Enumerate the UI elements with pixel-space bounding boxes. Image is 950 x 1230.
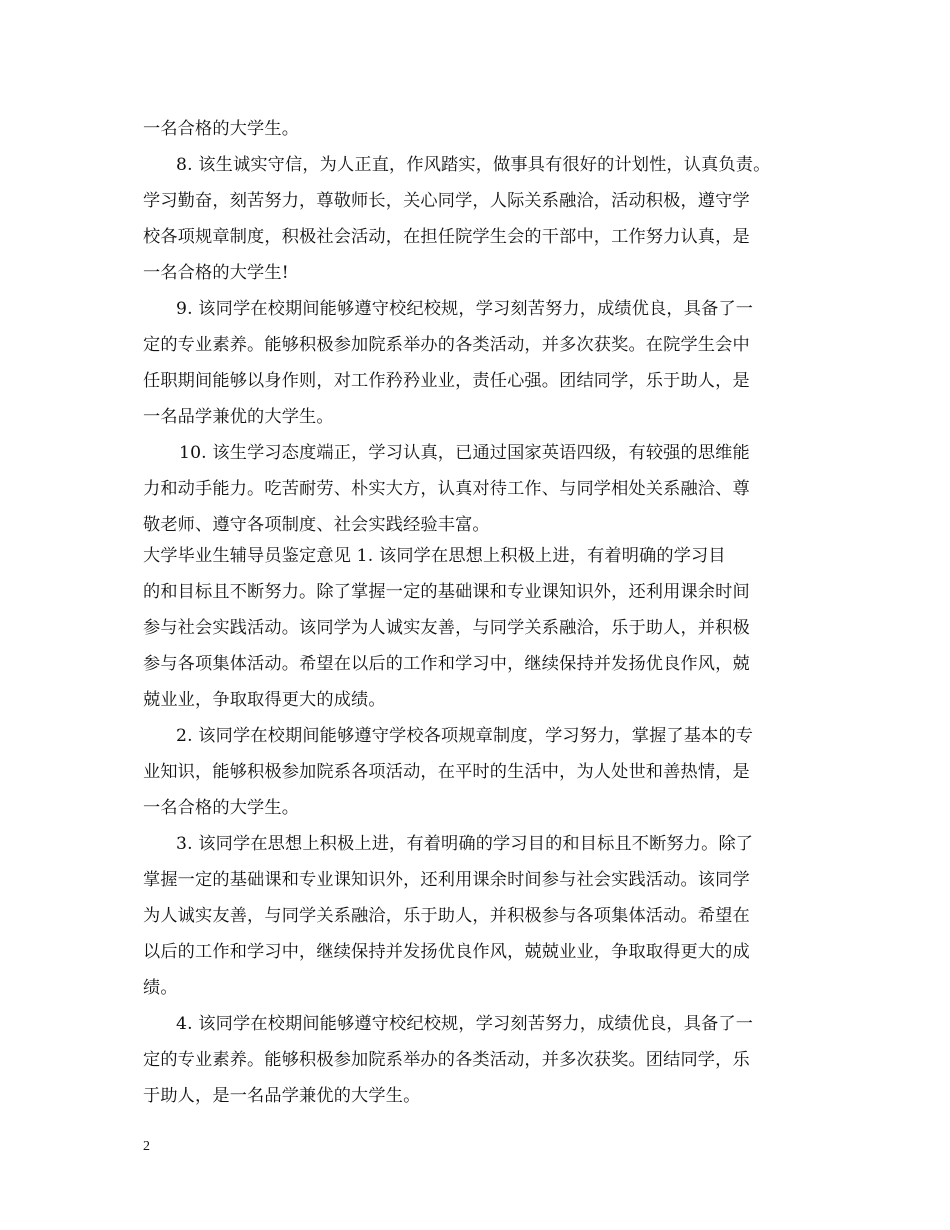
- text-line: 8. 该生诚实守信，为人正直，作风踏实，做事具有很好的计划性，认真负责。: [176, 155, 771, 175]
- text-line: 敬老师、遵守各项制度、社会实践经验丰富。: [143, 515, 490, 535]
- text-line: 3. 该同学在思想上积极上进，有着明确的学习目的和目标且不断努力。除了: [176, 834, 754, 854]
- text-line: 定的专业素养。能够积极参加院系举办的各类活动，并多次获奖。在院学生会中: [143, 335, 750, 355]
- text-line: 一名合格的大学生。: [143, 119, 300, 139]
- text-line: 校各项规章制度，积极社会活动，在担任院学生会的干部中，工作努力认真，是: [143, 227, 750, 247]
- text-line: 于助人，是一名品学兼优的大学生。: [143, 1086, 421, 1106]
- text-line: 10. 该生学习态度端正，学习认真，已通过国家英语四级，有较强的思维能: [179, 443, 750, 463]
- text-line: 参与各项集体活动。希望在以后的工作和学习中，继续保持并发扬优良作风，兢: [143, 654, 750, 674]
- text-line: 兢业业，争取取得更大的成绩。: [143, 690, 386, 710]
- text-line: 的和目标且不断努力。除了掌握一定的基础课和专业课知识外，还利用课余时间: [143, 582, 750, 602]
- text-line: 2. 该同学在校期间能够遵守学校各项规章制度，学习努力，掌握了基本的专: [176, 726, 754, 746]
- text-line: 一名品学兼优的大学生。: [143, 407, 334, 427]
- text-line: 一名合格的大学生。: [143, 798, 300, 818]
- text-line: 以后的工作和学习中，继续保持并发扬优良作风，兢兢业业，争取取得更大的成: [143, 942, 750, 962]
- text-line: 绩。: [143, 978, 178, 998]
- text-line: 为人诚实友善，与同学关系融洽，乐于助人，并积极参与各项集体活动。希望在: [143, 906, 750, 926]
- text-line: 任职期间能够以身作则，对工作矜矜业业，责任心强。团结同学，乐于助人，是: [143, 371, 750, 391]
- text-line: 力和动手能力。吃苦耐劳、朴实大方，认真对待工作、与同学相处关系融洽、尊: [143, 479, 750, 499]
- text-line: 4. 该同学在校期间能够遵守校纪校规，学习刻苦努力，成绩优良，具备了一: [176, 1014, 754, 1034]
- text-line: 定的专业素养。能够积极参加院系举办的各类活动，并多次获奖。团结同学，乐: [143, 1050, 750, 1070]
- text-line: 参与社会实践活动。该同学为人诚实友善，与同学关系融洽，乐于助人，并积极: [143, 618, 750, 638]
- page-number: 2: [143, 1139, 150, 1154]
- text-line: 学习勤奋，刻苦努力，尊敬师长，关心同学，人际关系融洽，活动积极，遵守学: [143, 191, 750, 211]
- text-line: 9. 该同学在校期间能够遵守校纪校规，学习刻苦努力，成绩优良，具备了一: [176, 299, 754, 319]
- text-line: 业知识，能够积极参加院系各项活动，在平时的生活中，为人处世和善热情，是: [143, 762, 750, 782]
- text-line: 掌握一定的基础课和专业课知识外，还利用课余时间参与社会实践活动。该同学: [143, 870, 750, 890]
- text-line: 一名合格的大学生!: [143, 263, 289, 283]
- text-line: 大学毕业生辅导员鉴定意见 1. 该同学在思想上积极上进，有着明确的学习目: [143, 546, 726, 566]
